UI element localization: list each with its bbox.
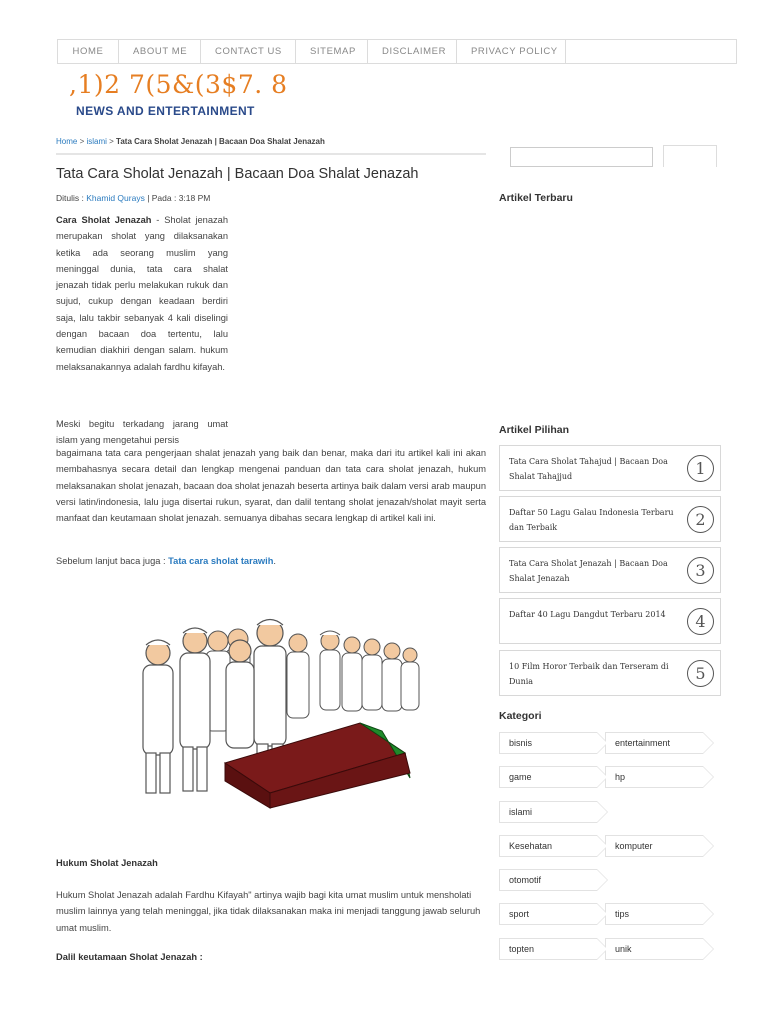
breadcrumb-category-link[interactable]: islami — [86, 137, 107, 146]
category-tag-tips[interactable]: tips — [605, 903, 703, 925]
post-title: Tata Cara Sholat Jenazah | Bacaan Doa Shalat Jenazah — [56, 166, 419, 182]
intro-text: - Sholat jenazah merupakan sholat yang dilaksanakan ketika ada seorang muslim yang meninggal dunia, tata cara shalat jenazah tidak perlu melakukan rukuk dan sujud, cukup dengan keadaan berdiri saja, lalu takbir sebanyak 4 kali diselingi dengan bacaan doa tertentu, lalu kemudian diakhiri dengan salam. hukum melaksanakannya adalah fardhu kifayah. — [56, 215, 228, 372]
featured-article-item[interactable] — [499, 496, 721, 542]
featured-article-number: 5 — [687, 660, 714, 687]
category-tag-entertainment[interactable]: entertainment — [605, 732, 703, 754]
worshipper-figure — [226, 640, 254, 748]
funeral-prayer-illustration — [120, 603, 423, 821]
featured-article-number: 3 — [687, 557, 714, 584]
hukum-paragraph: Hukum Sholat Jenazah adalah Fardhu Kifayah" artinya wajib bagi kita umat muslim untuk mensholati muslim lainnya yang telah meninggal, jika tidak dilaksanakan maka ini menjadi tanggung jawab seluruh umat muslim. — [56, 890, 481, 933]
featured-article-number: 1 — [687, 455, 714, 482]
post-meta-prefix: Ditulis : — [56, 193, 87, 203]
category-tag-islami[interactable]: islami — [499, 801, 597, 823]
post-meta — [56, 193, 210, 203]
worshipper-figure — [342, 637, 362, 711]
worshipper-figure — [320, 631, 340, 710]
category-tag-unik[interactable]: unik — [605, 938, 703, 960]
nav-disclaimer[interactable]: DISCLAIMER — [368, 40, 457, 63]
sidebar-heading-pilihan: Artikel Pilihan — [499, 424, 570, 436]
category-tag-topten[interactable]: topten — [499, 938, 597, 960]
featured-article-title[interactable]: Tata Cara Sholat Jenazah | Bacaan Doa Shalat Jenazah — [509, 559, 668, 583]
breadcrumb — [56, 137, 325, 146]
featured-article-item[interactable] — [499, 598, 721, 644]
worshipper-figure — [362, 639, 382, 710]
featured-article-item[interactable] — [499, 547, 721, 593]
sidebar-heading-kategori: Kategori — [499, 710, 542, 722]
post-paragraph-2: bagaimana tata cara pengerjaan shalat jenazah yang baik dan benar, maka dari itu artikel kali ini akan membahasnya secara detail dan lengkap mengenai panduan dan tata cara sholat jenazah, hukum melaksanakan sholat jenazah, bacaan doa sholat jenazah beserta artinya baik dalam versi arab maupun versi latin/indonesia, lalu juga disertai rukun, syarat, dan dalil tentang sholat jenazah/sholat mayit serta manfaat dan keutamaan sholat jenazah. semuanya dibahas secara lengkap di artikel kali ini. — [56, 448, 486, 524]
featured-article-number: 2 — [687, 506, 714, 533]
read-also-link[interactable]: Tata cara sholat tarawih — [168, 556, 274, 566]
post-author-link[interactable]: Khamid Qurays — [86, 193, 145, 203]
worshipper-figure — [143, 640, 173, 793]
featured-article-item[interactable] — [499, 445, 721, 491]
featured-article-title[interactable]: Daftar 40 Lagu Dangdut Terbaru 2014 — [509, 610, 666, 619]
featured-article-title[interactable]: Daftar 50 Lagu Galau Indonesia Terbaru dan Terbaik — [509, 508, 674, 532]
nav-sitemap[interactable]: SITEMAP — [296, 40, 368, 63]
category-tag-otomotif[interactable]: otomotif — [499, 869, 597, 891]
category-tag-bisnis[interactable]: bisnis — [499, 732, 597, 754]
search-input[interactable] — [510, 147, 653, 167]
top-navigation — [57, 39, 737, 64]
worshipper-figure — [382, 643, 402, 711]
worshipper-figure — [287, 634, 309, 718]
sidebar-heading-terbaru: Artikel Terbaru — [499, 192, 573, 204]
read-also — [56, 556, 276, 566]
worshipper-figure — [180, 628, 210, 791]
category-tag-hp[interactable]: hp — [605, 766, 703, 788]
nav-about-me[interactable]: ABOUT ME — [119, 40, 201, 63]
worshipper-figure — [401, 648, 419, 710]
nav-home[interactable]: HOME — [58, 40, 119, 63]
breadcrumb-divider — [56, 153, 486, 155]
intro-keyword: Cara Sholat Jenazah — [56, 215, 152, 225]
featured-article-title[interactable]: 10 Film Horor Terbaik dan Terseram di Dunia — [509, 662, 669, 686]
site-tagline: NEWS AND ENTERTAINMENT — [76, 104, 255, 118]
category-tag-komputer[interactable]: komputer — [605, 835, 703, 857]
breadcrumb-home-link[interactable]: Home — [56, 137, 78, 146]
nav-contact-us[interactable]: CONTACT US — [201, 40, 296, 63]
featured-article-title[interactable]: Tata Cara Sholat Tahajud | Bacaan Doa Shalat Tahajjud — [509, 457, 668, 481]
post-intro-paragraph — [56, 212, 228, 375]
category-tag-game[interactable]: game — [499, 766, 597, 788]
breadcrumb-separator: > — [106, 137, 117, 146]
breadcrumb-current: Tata Cara Sholat Jenazah | Bacaan Doa Shalat Jenazah — [116, 137, 325, 146]
post-paragraph-2-start: Meski begitu terkadang jarang umat islam yang mengetahui persis — [56, 419, 228, 446]
category-tag-sport[interactable]: sport — [499, 903, 597, 925]
nav-privacy-policy[interactable]: PRIVACY POLICY — [457, 40, 566, 63]
category-tag-kesehatan[interactable]: Kesehatan — [499, 835, 597, 857]
read-also-suffix: . — [273, 556, 276, 566]
heading-dalil: Dalil keutamaan Sholat Jenazah : — [56, 952, 203, 962]
featured-article-number: 4 — [687, 608, 714, 635]
breadcrumb-separator: > — [77, 137, 87, 146]
featured-article-item[interactable] — [499, 650, 721, 696]
heading-hukum: Hukum Sholat Jenazah — [56, 858, 158, 868]
read-also-prefix: Sebelum lanjut baca juga : — [56, 556, 169, 566]
search-button[interactable] — [663, 145, 717, 167]
site-logo-title[interactable]: ,1)2 7(5&(3$7. 8 — [69, 70, 288, 99]
post-meta-time: | Pada : 3:18 PM — [144, 193, 211, 203]
